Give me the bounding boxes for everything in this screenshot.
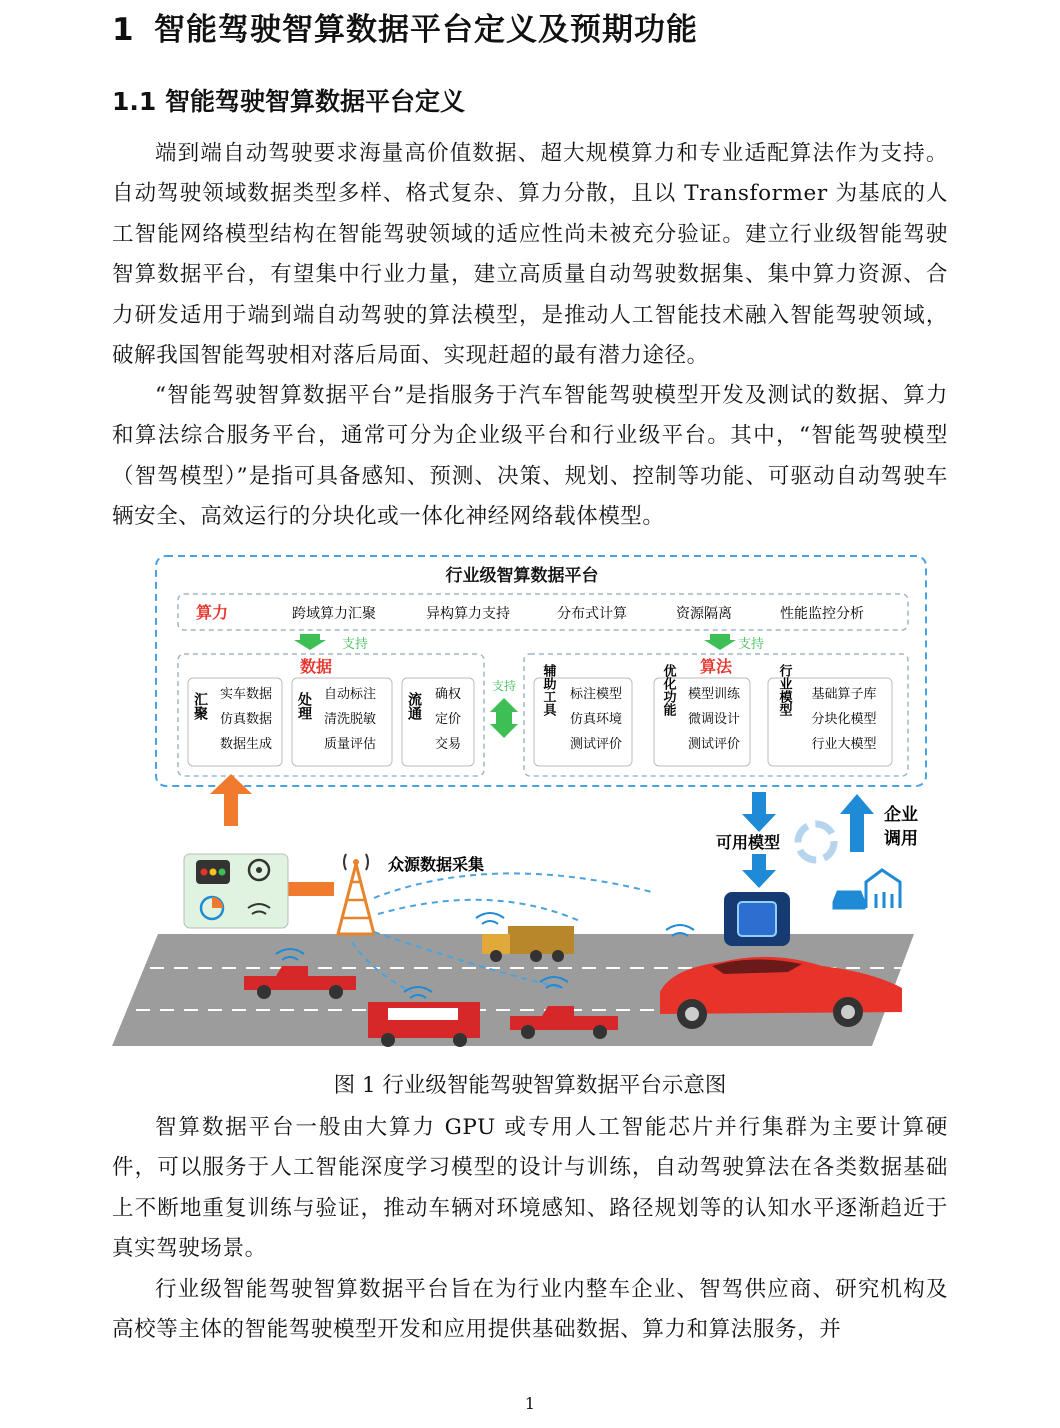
paragraph-2: “智能驾驶智算数据平台”是指服务于汽车智能驾驶模型开发及测试的数据、算力和算法综合服务平台，通常可分为企业级平台和行业级平台。其中，“智能驾驶模型（智驾模型）”是指可具备感知、预测、决策、规划、控制等功能、可驱动自动驾驶车辆安全、高效运行的分块化或一体化神经网络载体模型。 (112, 383, 948, 530)
group-item: 清洗脱敏 (323, 712, 377, 727)
group-item: 测试评价 (687, 737, 741, 752)
algo-group-optimize (654, 663, 750, 766)
compute-item: 异构算力支持 (426, 606, 510, 622)
group-item: 定价 (434, 712, 462, 727)
group-item: 测试评价 (569, 737, 623, 752)
subsection-heading: 1.1 智能驾驶智算数据平台定义 (112, 87, 465, 116)
group-item: 仿真环境 (569, 712, 623, 727)
group-name: 汇聚 (192, 692, 208, 720)
group-name: 行业模型 (776, 664, 792, 716)
ai-chip-icon (724, 892, 790, 946)
enterprise-label: 调用 (884, 829, 918, 849)
paragraph-4: 行业级智能驾驶智算数据平台旨在为行业内整车企业、智驾供应商、研究机构及高校等主体的智能驾驶模型开发和应用提供基础数据、算力和算法服务，并 (112, 1277, 948, 1343)
data-group-circulate (402, 678, 474, 766)
enterprise-label: 企业 (884, 805, 918, 825)
group-name: 流通 (406, 692, 422, 720)
group-item: 分块化模型 (811, 712, 877, 727)
group-item: 质量评估 (323, 737, 377, 752)
group-item: 微调设计 (687, 712, 741, 727)
algorithm-label: 算法 (699, 657, 733, 676)
cycle-icon (798, 824, 834, 860)
compute-item: 跨域算力汇聚 (292, 606, 376, 622)
download-arrow (742, 792, 776, 832)
section-number: 1 (112, 12, 135, 48)
figure (112, 552, 948, 1062)
group-name: 优化功能 (660, 664, 676, 716)
data-flow-arc (374, 873, 652, 898)
compute-label: 算力 (196, 603, 229, 622)
usable-model-label: 可用模型 (716, 833, 781, 852)
group-item: 基础算子库 (811, 687, 877, 702)
compute-item: 资源隔离 (676, 606, 732, 622)
page-number: 1 (524, 1394, 536, 1413)
compute-item: 性能监控分析 (780, 606, 864, 622)
group-item: 交易 (434, 737, 462, 752)
roadside-unit-icon (184, 854, 288, 928)
crowd-label: 众源数据采集 (388, 855, 485, 874)
compute-item: 分布式计算 (557, 606, 627, 622)
section-heading (112, 4, 698, 49)
paragraph-1: 端到端自动驾驶要求海量高价值数据、超大规模算力和专业适配算法作为支持。自动驾驶领域数据类型多样、格式复杂、算力分散，且以 Transformer 为基底的人工智能网络模型结构在智能驾驶领域的适应性尚未被充分验证。建立行业级智能驾驶智算数据平台，有望集中行业力量，建立高质量自动驾驶数据集、集中算力资源、合力研发适用于端到端自动驾驶的算法模型，是推动人工智能技术融入智能驾驶领域，破解我国智能驾驶相对落后局面、实现赶超的最有潜力途径。 (112, 141, 948, 369)
platform-title: 行业级智算数据平台 (445, 566, 599, 586)
group-item: 模型训练 (687, 687, 741, 702)
group-item: 标注模型 (569, 687, 623, 702)
group-item: 数据生成 (219, 737, 273, 752)
group-name: 辅助工具 (540, 664, 556, 716)
group-item: 实车数据 (219, 687, 273, 702)
data-label: 数据 (299, 657, 333, 676)
paragraph-3: 智算数据平台一般由大算力 GPU 或专用人工智能芯片并行集群为主要计算硬件，可以服务于人工智能深度学习模型的设计与训练，自动驾驶算法在各类数据基础上不断地重复训练与验证，推动车辆对环境感知、路径规划等的认知水平逐渐趋近于真实驾驶场景。 (112, 1115, 948, 1262)
section-title: 智能驾驶智算数据平台定义及预期功能 (154, 12, 698, 48)
support-label: 支持 (738, 637, 765, 652)
algo-group-tools (534, 663, 632, 766)
support-label: 支持 (491, 679, 517, 693)
data-group-process (292, 678, 392, 766)
group-item: 行业大模型 (811, 737, 877, 752)
group-item: 仿真数据 (219, 712, 273, 727)
algo-group-industry (768, 663, 892, 766)
group-name: 处理 (296, 692, 312, 720)
support-label: 支持 (342, 637, 369, 652)
group-item: 自动标注 (323, 687, 377, 702)
group-item: 确权 (434, 687, 462, 702)
cell-tower-icon (338, 854, 374, 934)
figure-caption: 图 1 行业级智能驾驶智算数据平台示意图 (333, 1073, 727, 1098)
factory-icon (834, 870, 900, 908)
data-group-collect (188, 678, 282, 766)
enterprise-arrow (840, 794, 874, 852)
